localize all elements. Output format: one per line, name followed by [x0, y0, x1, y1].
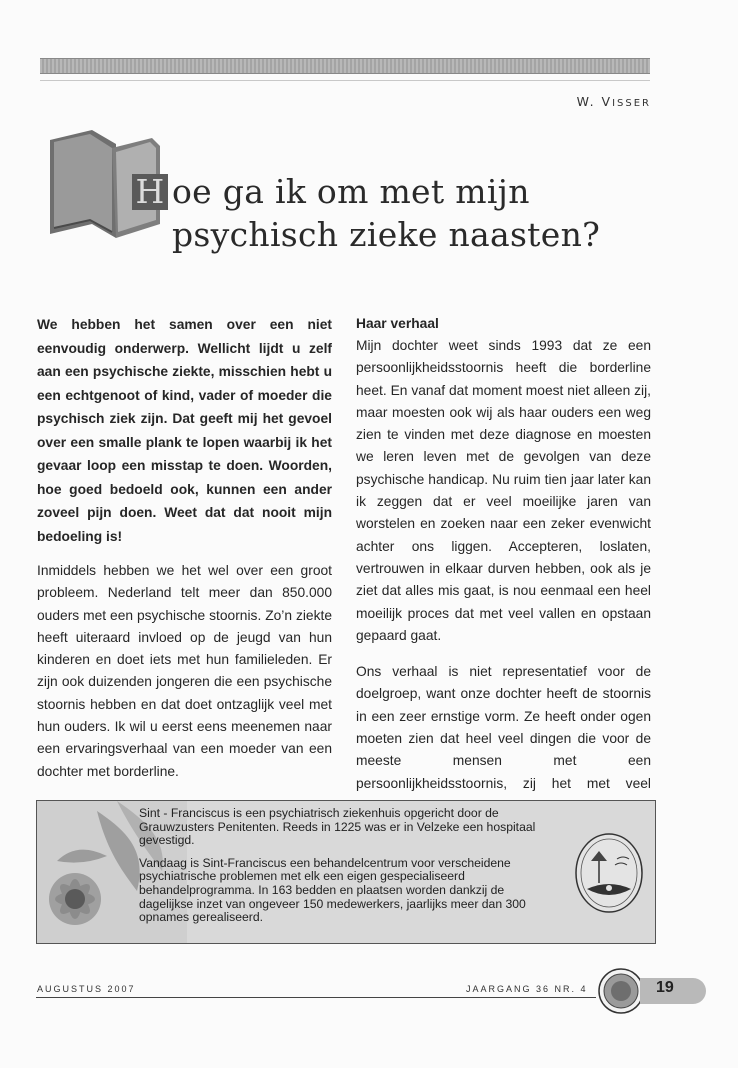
right-column: [356, 313, 651, 817]
left-body-paragraph: Inmiddels hebben we het wel over een groot probleem. Nederland telt meer dan 850.000 ouders met een psychische stoornis. Zo’n ziekte heeft uiteraard invloed op de jeugd van hun kinderen en doet iets met hun familieleden. Er zijn ook duizenden jongeren die een psychische stoornis hebben en dat doet ontzaglijk veel met hun ouders. Ik wil u eerst eens meenemen naar een ervaringsverhaal van een moeder van een dochter met borderline.: [37, 563, 332, 779]
title-line-1: oe ga ik om met mijn: [172, 172, 530, 211]
article-title: [132, 170, 692, 256]
right-body-paragraph-1: Mijn dochter weet sinds 1993 dat ze een persoonlijkheidsstoornis heeft die borderline heet. En vanaf dat moment moest niet alleen zij, maar moesten ook wij als haar ouders een weg zien te vinden met deze diagnose en moesten we leren leven met de gevolgen van deze psychische handicap. Nu ruim tien jaar later kan ik zeggen dat er veel moeilijke jaren van worstelen en zoeken naar een zeker evenwicht achter ons liggen. Accepteren, loslaten, vertrouwen in elkaar durven hebben, ook als je ziet dat alles mis gaat, is nou eenmaal een heel moeilijk proces dat met veel vallen en opstaan gepaard gaat.: [356, 338, 651, 643]
page-number: 19: [656, 979, 674, 996]
author-name: [577, 94, 651, 109]
emblem-icon: [596, 966, 646, 1016]
hospital-seal-icon: [573, 831, 645, 915]
author-surname-rest: ISSER: [612, 98, 651, 109]
info-paragraph-2: Vandaag is Sint-Franciscus een behandelcentrum voor verscheidene psychiatrische problemen met elk een eigen gespecialiseerd behandelprogramma. In 163 bedden en plaatsen worden dankzij de dagelijkse inzet van ongeveer 150 medewerkers, jaarlijks meer dan 300 opnames gerealiseerd.: [139, 855, 526, 925]
author-initial: W. V: [576, 94, 613, 109]
header-rule: [40, 80, 650, 81]
info-box-text: [139, 807, 559, 934]
title-dropcap: H: [132, 174, 168, 210]
footer-rule: [36, 997, 596, 998]
title-line-2: psychisch zieke naasten?: [172, 215, 601, 254]
left-column: [37, 313, 332, 783]
info-box: [36, 800, 656, 944]
header-decorative-bar: [40, 58, 650, 74]
info-paragraph-1: Sint - Franciscus is een psychiatrisch ziekenhuis opgericht door de Grauwzusters Penitenten. Reeds in 1225 was er in Velzeke een hospitaal gevestigd.: [139, 806, 536, 848]
footer-date: AUGUSTUS 2007: [37, 984, 136, 994]
right-body-paragraph-2: Ons verhaal is niet representatief voor de doelgroep, want onze dochter heeft de stoornis in een zeer ernstige vorm. Ze heeft onder ogen moeten zien dat heel veel dingen die voor de meeste mensen met een persoonlijkheidsstoornis, zij het met veel: [356, 664, 651, 791]
footer-volume: JAARGANG 36 NR. 4: [466, 984, 588, 994]
intro-paragraph: We hebben het samen over een niet eenvoudig onderwerp. Wellicht lijdt u zelf aan een psychische ziekte, misschien hebt u een echtgenoot of kind, vader of moeder die psychisch ziek zijn. Dat geeft mij het gevoel over een smalle plank te lopen waarbij ik het gevaar loop een misstap te doen. Woorden, hoe goed bedoeld ook, kunnen een ander zoveel pijn doen. Weet dat dat nooit mijn bedoeling is!: [37, 317, 332, 544]
section-subheading: Haar verhaal: [356, 316, 439, 331]
